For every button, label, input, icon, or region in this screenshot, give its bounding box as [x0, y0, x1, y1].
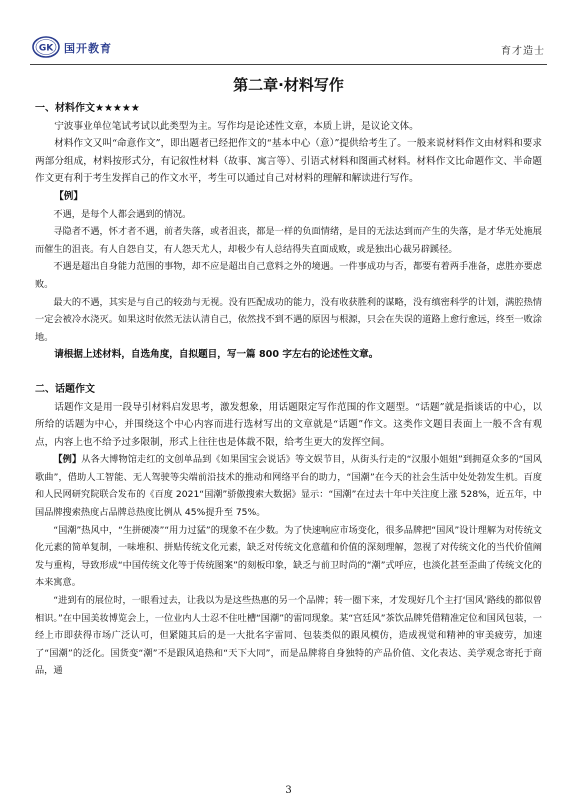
- writing-task: 请根据上述材料，自选角度，自拟题目，写一篇 800 字左右的论述性文章。: [54, 349, 379, 361]
- logo-letters: GK: [38, 43, 54, 54]
- paragraph: 宁波事业单位笔试考试以此类型为主。写作均是论述性文章，本质上讲，是议论文体。: [54, 120, 419, 132]
- quote-paragraph: “国潮”热风中，“生拼硬凑”“用力过猛”的现象不在少数。为了快速响应市场变化，很多品牌把“国风”设计理解为对传统文化元素的简单复制，一味堆积、拼贴传统文化元素，缺乏对传统文化意蕴和价值的深刻理解，忽视了对传统文化的当代价值阐发与重构，导致形成“中国传统文化等于传统图案”的刻板印象，缺乏与前卫时尚的“潮”式呼应，也淡化甚至歪曲了传统文化的本来寓意。: [35, 524, 542, 589]
- page-header: [30, 34, 547, 65]
- page-number: 3: [285, 785, 292, 796]
- quote-paragraph: 寻隐者不遇，怀才者不遇，前者失落，或者沮丧，都是一样的负面情绪，是目的无法达到而产生的失落，是才华无处施展而催生的沮丧。有人自怨自艾，有人怨天尤人，却极少有人总结得失直面成败，或是独出心裁另辟蹊径。: [35, 226, 542, 255]
- brand-logo-icon: [32, 36, 60, 58]
- page-content: [35, 100, 542, 680]
- chapter-title: 第二章·材料写作: [233, 76, 344, 94]
- brand-name: 国开教育: [64, 42, 112, 55]
- example-paragraph: [35, 451, 542, 521]
- quote-paragraph: 不遇，是每个人都会遇到的情况。: [53, 208, 192, 220]
- quote-paragraph: 最大的不遇，其实是与自己的较劲与无视。没有匹配成功的能力，没有收获胜利的谋略，没有缜密科学的计划，满腔热情一定会被冷水浇灭。如果这时依然无法认清自己，依然找不到不遇的原因与根源，只会在失误的道路上愈行愈远，终至一败涂地。: [35, 296, 542, 343]
- header-slogan: 育才造士: [501, 46, 545, 57]
- example-label: 【例】: [54, 190, 83, 202]
- spacer: [35, 364, 542, 381]
- example-label: 【例】: [53, 454, 82, 466]
- paragraph: 材料作文又叫“命意作文”，即出题者已经把作文的“基本中心（意）”提供给考生了。一般来说材料作文由材料和要求两部分组成，材料按形式分，有记叙性材料（故事、寓言等）、引语式材料和图画式材料。材料作文比命题作文、半命题作文更有利于考生发挥自己的作文水平，考生可以通过自己对材料的理解和解读进行写作。: [35, 138, 542, 185]
- section-heading-material: 一、材料作文★★★★★: [35, 103, 140, 114]
- quote-paragraph: “进到有的展位时，一眼看过去，让我以为是这些热惠的另一个品牌；转一圈下来，才发现好几个主打‘国风’路线的都似曾相识。”在中国美妆博览会上，一位业内人士忍不住吐槽“国潮”的雷同现象。某“宫廷风”茶饮品牌凭借精准定位和国风包装，一经上市即获得市场广泛认可，但紧随其后的是一大批名字雷同、包装类似的跟风模仿，造成视觉和精神的审美疲劳，加速了“国潮”的泛化。国货变“潮”不是跟风追热和“天下大同”，而是品牌将自身独特的产品价值、文化表达、美学观念寄托于商品，通: [35, 595, 542, 677]
- paragraph: 话题作文是用一段导引材料启发思考，激发想象，用话题限定写作范围的作文题型。“话题”就是指谈话的中心，以所给的话题为中心，并围绕这个中心内容而进行选材写出的文章就是“话题”作文。这类作文题目表面上一般不含有观点，内容上也不给予过多限制，形式上往往也是体裁不限，给考生更大的发挥空间。: [35, 401, 542, 448]
- quote-paragraph: 不遇是超出自身能力范围的事物，却不应是超出自己意料之外的境遇。一件事成功与否，都要有着两手准备，虑胜亦要虑败。: [35, 261, 542, 290]
- section-heading-topic: 二、话题作文: [35, 383, 95, 395]
- example-text: 从各大博物馆走红的文创单品到《如果国宝会说话》等文娱节目，从街头行走的“汉服小姐姐”到拥趸众多的“国风歌曲”，借助人工智能、无人驾驶等尖端前沿技术的推动和网络平台的助力，“国潮”在今天的社会生活中处处勃发生机。百度和人民网研究院联合发布的《百度 2021“国潮”骄傲搜索大数据》显示：“国潮”在过去十年中关注度上涨 528%，近五年，中国品牌搜索热度占品牌总热度比例从 45%提升至 75%。: [35, 454, 542, 519]
